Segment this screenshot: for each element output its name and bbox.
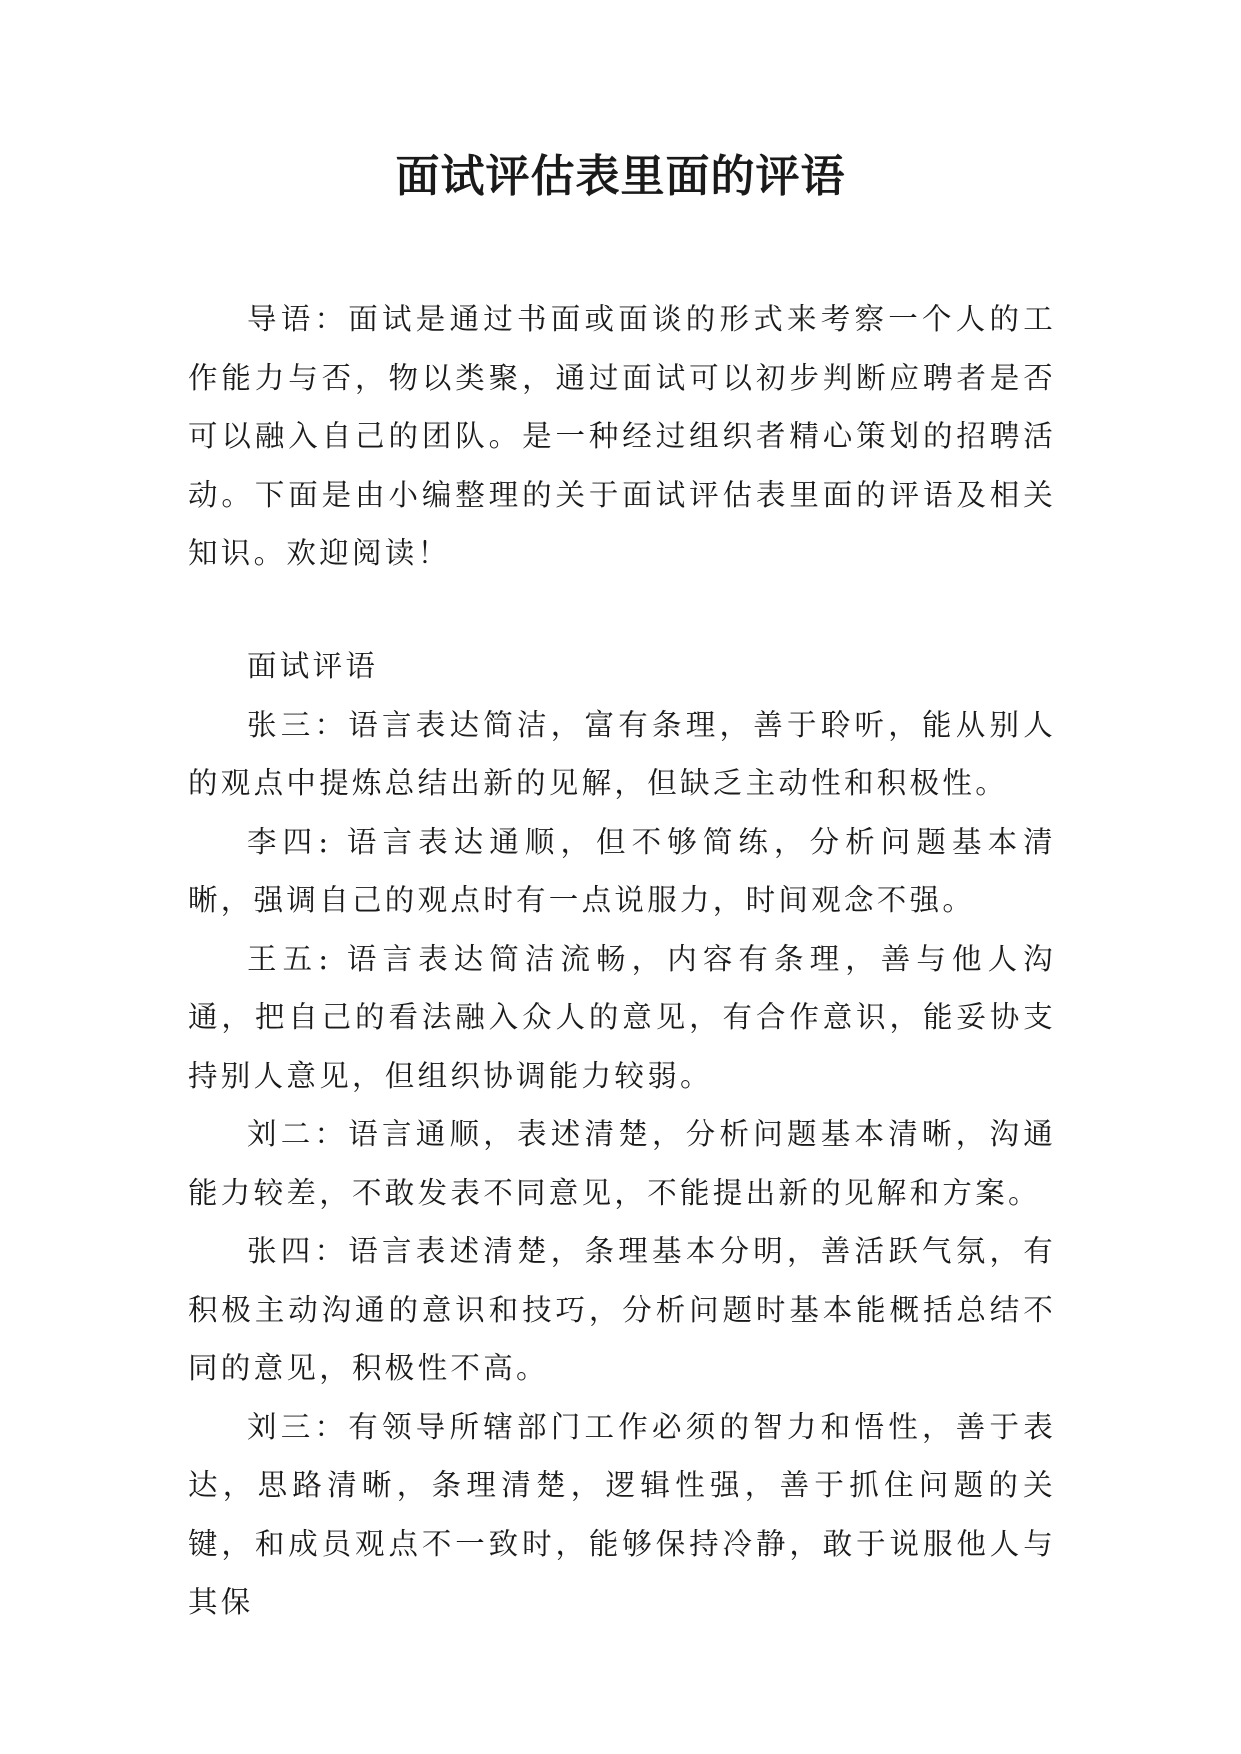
comment-paragraph: 张四：语言表述清楚，条理基本分明，善活跃气氛，有积极主动沟通的意识和技巧，分析问题时基本能概括总结不同的意见，积极性不高。 xyxy=(188,1234,1056,1385)
comment-paragraph: 李四: 语言表达通顺，但不够简练，分析问题基本清晰，强调自己的观点时有一点说服力，时间观念不强。 xyxy=(188,824,1056,917)
comment-paragraph: 张三：语言表达简洁，富有条理，善于聆听，能从别人的观点中提炼总结出新的见解，但缺乏主动性和积极性。 xyxy=(188,707,1056,800)
section-heading: 面试评语 xyxy=(247,649,379,683)
intro-paragraph: 导语：面试是通过书面或面谈的形式来考察一个人的工作能力与否，物以类聚，通过面试可以初步判断应聘者是否可以融入自己的团队。是一种经过组织者精心策划的招聘活动。下面是由小编整理的关于面试评估表里面的评语及相关知识。欢迎阅读！ xyxy=(188,302,1056,570)
comment-paragraph: 王五: 语言表达简洁流畅，内容有条理，善与他人沟通，把自己的看法融入众人的意见，有合作意识，能妥协支持别人意见，但组织协调能力较弱。 xyxy=(188,941,1056,1093)
comment-paragraph: 刘二：语言通顺，表述清楚，分析问题基本清晰，沟通能力较差，不敢发表不同意见，不能提出新的见解和方案。 xyxy=(188,1117,1056,1210)
page-title: 面试评估表里面的评语 xyxy=(395,151,846,202)
comment-paragraph: 刘三：有领导所辖部门工作必须的智力和悟性，善于表达，思路清晰，条理清楚，逻辑性强，善于抓住问题的关键，和成员观点不一致时，能够保持冷静，敢于说服他人与其保 xyxy=(188,1409,1056,1619)
intro-section xyxy=(188,290,1056,583)
comments-section xyxy=(188,637,1056,1632)
